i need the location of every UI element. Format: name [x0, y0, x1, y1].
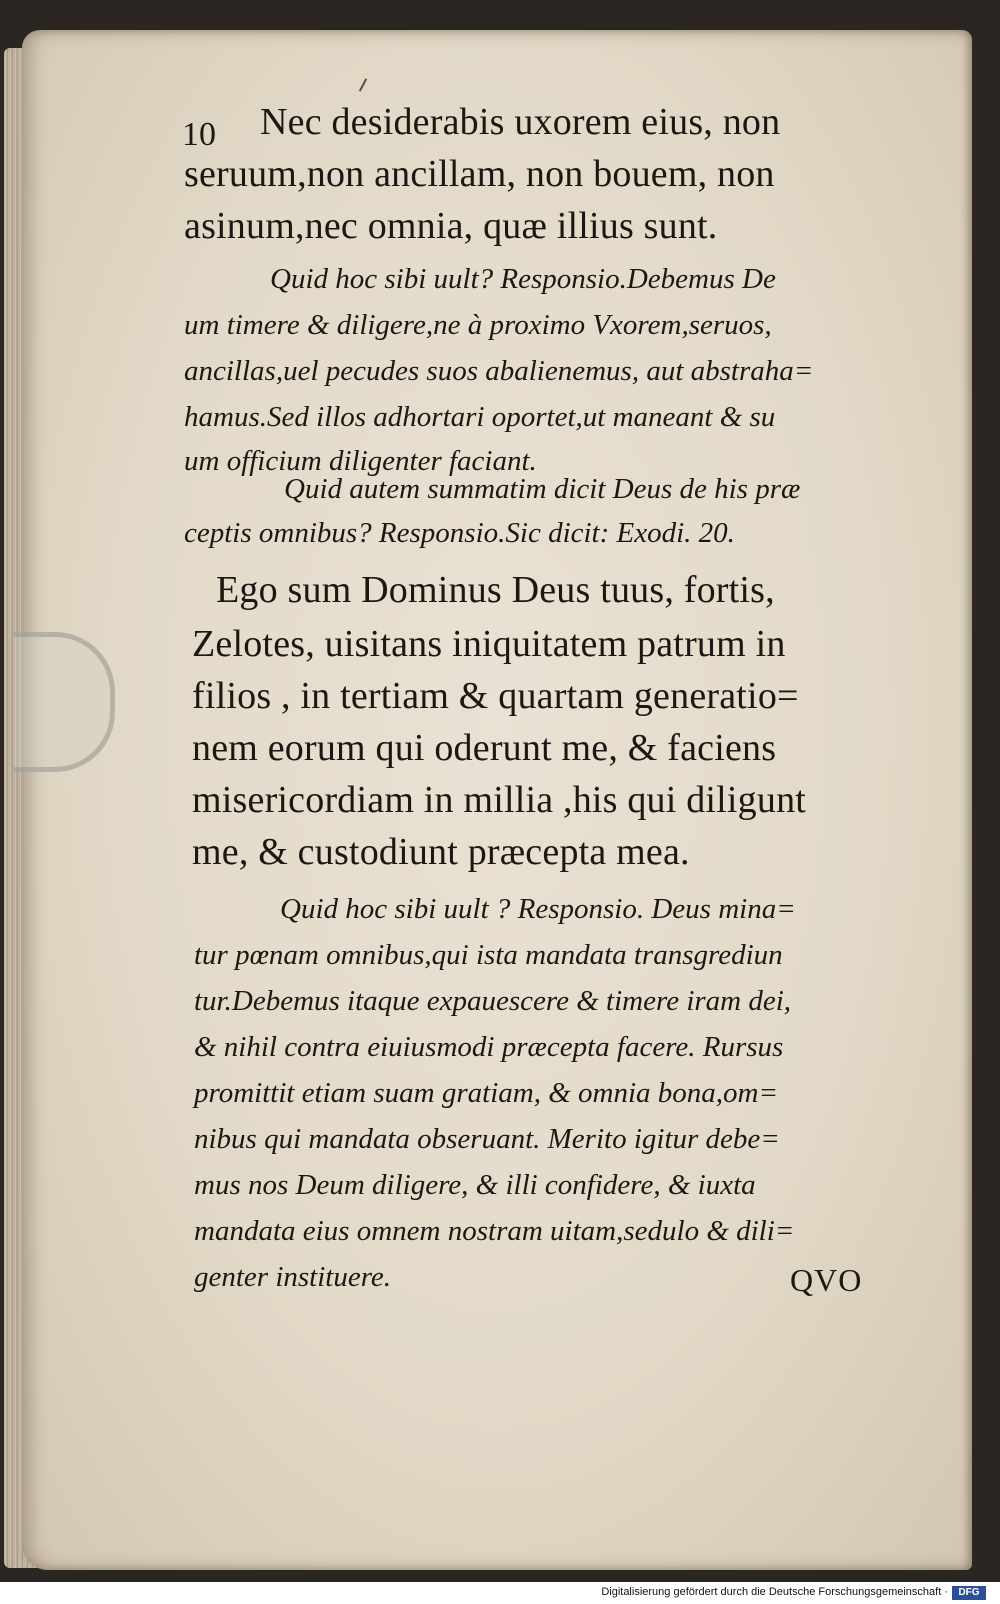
answer-line: tur.Debemus itaque expauescere & timere iram dei,	[194, 985, 792, 1017]
ink-mark	[359, 78, 367, 91]
paper-page	[22, 30, 972, 1570]
question-line: Quid autem summatim dicit Deus de his præ	[284, 473, 801, 505]
answer-line: ancillas,uel pecudes suos abalienemus, aut abstraha=	[184, 355, 814, 387]
book-clasp	[14, 632, 115, 772]
question-line: ceptis omnibus? Responsio.Sic dicit: Exodi. 20.	[184, 517, 735, 549]
declaration-line: misericordiam in millia ,his qui diligunt	[192, 779, 807, 821]
dfg-logo[interactable]: DFG	[952, 1586, 986, 1600]
answer-line: Quid hoc sibi uult? Responsio.Debemus De	[270, 263, 776, 295]
answer-line: um timere & diligere,ne à proximo Vxorem,seruos,	[184, 309, 772, 341]
answer-line: promittit etiam suam gratiam, & omnia bona,om=	[194, 1077, 779, 1109]
answer-line: genter instituere.	[194, 1261, 392, 1293]
commandment-line: seruum,non ancillam, non bouem, non	[184, 153, 775, 195]
declaration-line: nem eorum qui oderunt me, & faciens	[192, 727, 777, 769]
funding-credit: Digitalisierung gefördert durch die Deutsche Forschungsgemeinschaft ·	[601, 1586, 948, 1598]
answer-line: hamus.Sed illos adhortari oportet,ut maneant & su	[184, 401, 776, 433]
answer-line: Quid hoc sibi uult ? Responsio. Deus mina=	[280, 893, 796, 925]
digitization-footer	[0, 1582, 1000, 1604]
catchword: QVO	[790, 1262, 863, 1298]
declaration-line: me, & custodiunt præcepta mea.	[192, 831, 690, 873]
commandment-line: Nec desiderabis uxorem eius, non	[260, 101, 781, 143]
answer-line: nibus qui mandata obseruant. Merito igitur debe=	[194, 1123, 780, 1155]
declaration-line: Ego sum Dominus Deus tuus, fortis,	[216, 569, 775, 611]
page-number: 10	[182, 116, 216, 153]
declaration-line: Zelotes, uisitans iniquitatem patrum in	[192, 623, 786, 665]
declaration-line: filios , in tertiam & quartam generatio=	[192, 675, 799, 717]
answer-line: & nihil contra eiuiusmodi præcepta facere. Rursus	[194, 1031, 784, 1063]
answer-line: mus nos Deum diligere, & illi confidere, & iuxta	[194, 1169, 756, 1201]
commandment-line: asinum,nec omnia, quæ illius sunt.	[184, 205, 718, 247]
answer-line: mandata eius omnem nostram uitam,sedulo & dili=	[194, 1215, 795, 1247]
answer-line: tur pœnam omnibus,qui ista mandata transgrediun	[194, 939, 783, 971]
answer-line: um officium diligenter faciant.	[184, 445, 537, 477]
